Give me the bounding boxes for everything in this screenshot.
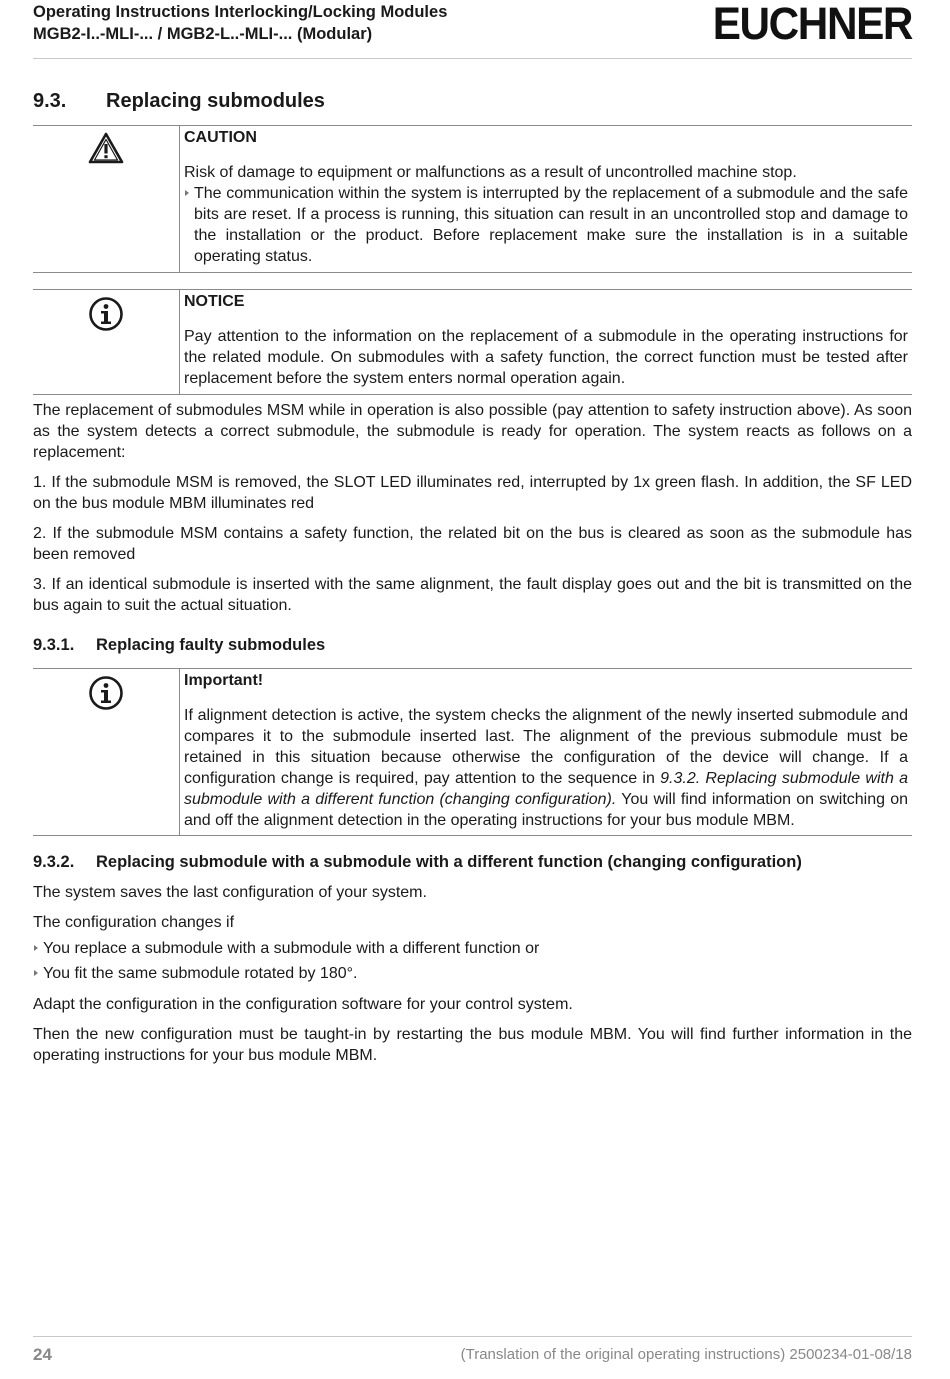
- step-2: 2. If the submodule MSM contains a safety function, the related bit on the bus is cleared as soon as the submodule has been removed: [33, 525, 912, 563]
- brand-logo: EUCHNER: [712, 0, 912, 49]
- important-box: [33, 668, 912, 836]
- header-title: [33, 1, 447, 45]
- cross-reference-link[interactable]: 9.3.2. Replacing submodule with a submodule with a different function (changing configuration).: [184, 770, 909, 808]
- header-title-line1: Operating Instructions Interlocking/Locking Modules: [33, 3, 448, 21]
- intro-paragraph: The replacement of submodules MSM while in operation is also possible (pay attention to safety instruction above). As soon as the system detects a correct submodule, the submodule is ready for operation. The system reacts as follows on a replacement:: [33, 402, 912, 461]
- subsection-2-title: Replacing submodule with a submodule with a different function (changing configuration): [96, 853, 802, 871]
- configuration-description: [33, 882, 912, 1075]
- section-heading: [33, 88, 325, 114]
- subsection-heading-1: [33, 635, 325, 656]
- sub2-paragraph-4: Then the new configuration must be taught-in by restarting the bus module MBM. You will find further information in the operating instructions for your bus module MBM.: [33, 1026, 912, 1064]
- important-text-a: If alignment detection is active, the system checks the alignment of the newly inserted submodule and compares it to the submodule inserted last. The alignment of the previous submodule must be retained in this situation because otherwise the configuration of the device will change. If a configuration change is required, pay attention to the sequence in: [184, 707, 908, 787]
- caution-label: CAUTION: [184, 129, 257, 146]
- page-header: [33, 0, 912, 59]
- sub2-bullet-2: You fit the same submodule rotated by 180°.: [33, 963, 912, 984]
- subsection-2-number: 9.3.2.: [33, 853, 75, 871]
- notice-text: Pay attention to the information on the replacement of a submodule in the operating instructions for the related module. On submodules with a safety function, the correct function must be tested after replacement before the system enters normal operation again.: [184, 328, 908, 387]
- caution-text: Risk of damage to equipment or malfunctions as a result of uncontrolled machine stop.: [184, 164, 797, 181]
- subsection-heading-2: [33, 852, 802, 873]
- sub2-bullet-1: You replace a submodule with a submodule with a different function or: [33, 938, 912, 959]
- section-title: Replacing submodules: [106, 90, 325, 112]
- caution-icon-column: [33, 126, 180, 272]
- subsection-1-number: 9.3.1.: [33, 636, 75, 654]
- sub2-paragraph-3: Adapt the configuration in the configuration software for your control system.: [33, 996, 573, 1013]
- subsection-1-title: Replacing faulty submodules: [96, 636, 326, 654]
- info-icon: [88, 675, 124, 717]
- warning-triangle-icon: [88, 132, 124, 170]
- sub2-paragraph-2: The configuration changes if: [33, 914, 235, 931]
- document-page: [33, 0, 912, 1378]
- header-title-line2: MGB2-I..-MLI-... / MGB2-L..-MLI-... (Modular): [33, 25, 373, 43]
- notice-box: [33, 289, 912, 395]
- sub2-paragraph-1: The system saves the last configuration of your system.: [33, 884, 427, 901]
- notice-icon-column: [33, 290, 180, 394]
- replacement-description: [33, 400, 912, 625]
- page-footer: [33, 1336, 912, 1379]
- footer-note: (Translation of the original operating instructions) 2500234-01-08/18: [460, 1346, 912, 1363]
- step-1: 1. If the submodule MSM is removed, the SLOT LED illuminates red, interrupted by 1x green flash. In addition, the SF LED on the bus module MBM illuminates red: [33, 474, 912, 512]
- info-icon: [88, 296, 124, 338]
- page-number: 24: [33, 1345, 52, 1364]
- important-text: [184, 705, 908, 831]
- important-icon-column: [33, 669, 180, 835]
- section-number: 9.3.: [33, 90, 67, 112]
- caution-box: [33, 125, 912, 273]
- notice-label: NOTICE: [184, 293, 245, 310]
- caution-bullet: The communication within the system is interrupted by the replacement of a submodule and the safe bits are reset. If a process is running, this situation can result in an uncontrolled stop and damage to the installation or the product. Before replacement make sure the installation is in a suitable operating status.: [184, 183, 908, 267]
- step-3: 3. If an identical submodule is inserted with the same alignment, the fault display goes out and the bit is transmitted on the bus again to suit the actual situation.: [33, 576, 912, 614]
- important-text-b: You will find information on switching on and off the alignment detection in the operating instructions for your bus module MBM.: [184, 791, 909, 829]
- important-label: Important!: [184, 672, 264, 689]
